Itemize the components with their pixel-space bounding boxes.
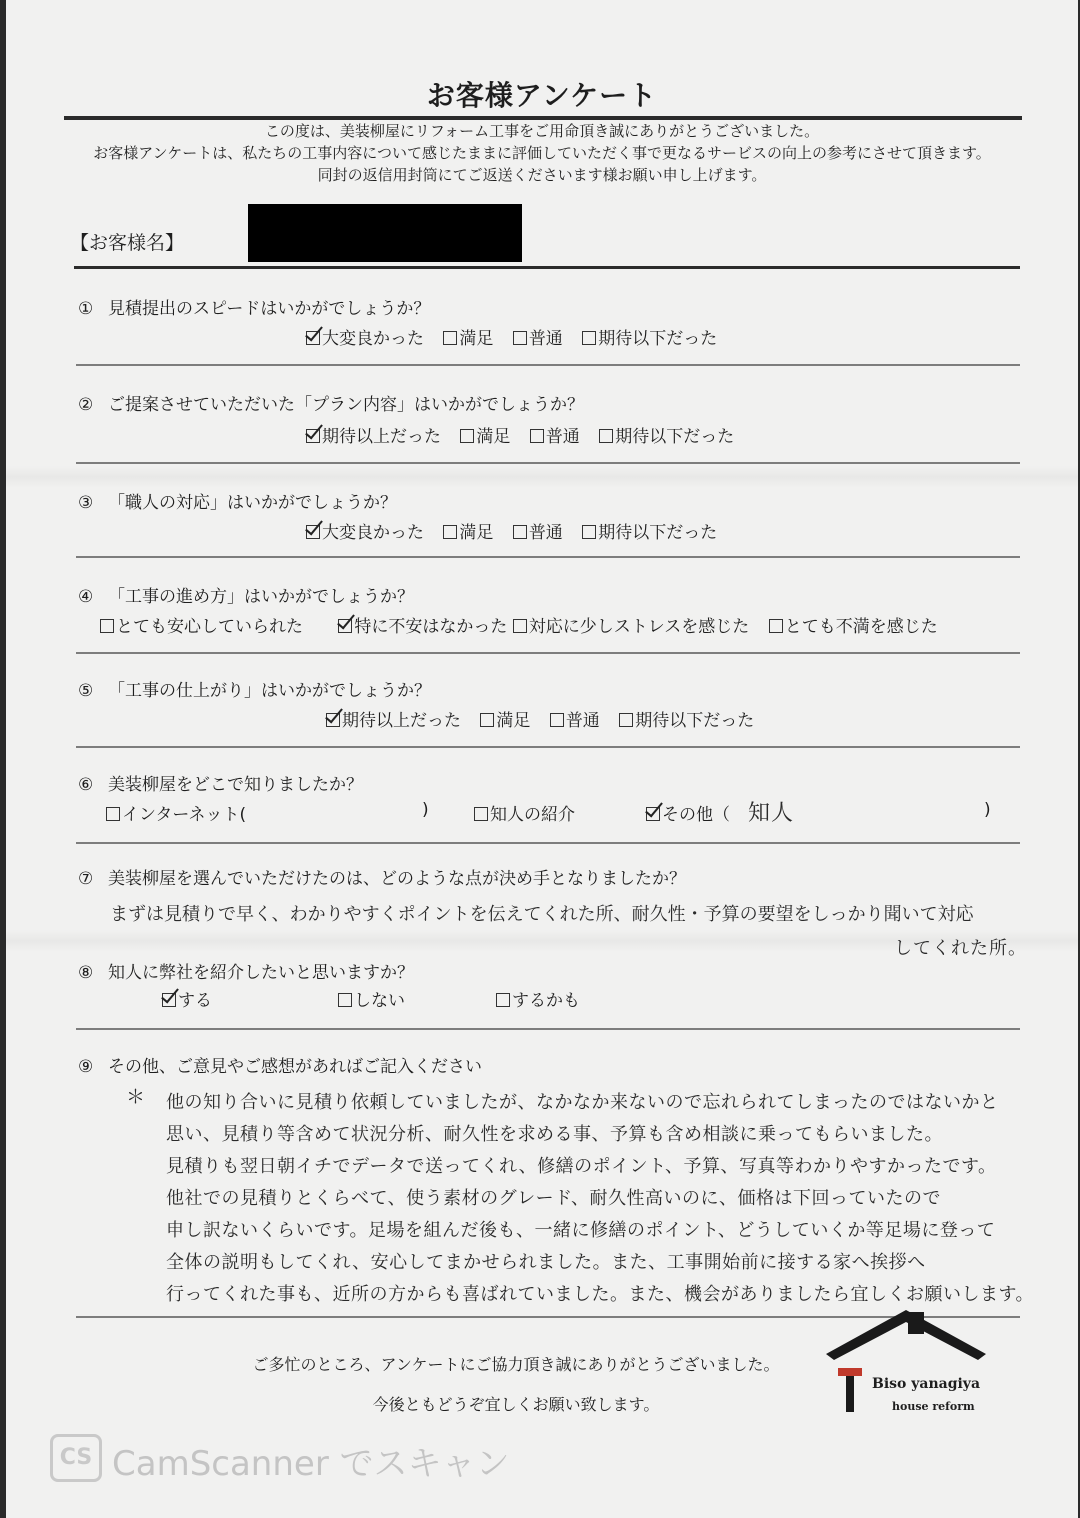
option-checkbox[interactable]: とても安心していられた bbox=[100, 612, 303, 637]
option-checkbox[interactable]: 期待以下だった bbox=[582, 324, 717, 349]
option-checkbox[interactable]: 満足 bbox=[480, 706, 530, 731]
checkbox-icon bbox=[599, 429, 613, 443]
question-8-option-yes[interactable]: する bbox=[162, 986, 226, 1011]
section-divider bbox=[76, 652, 1020, 654]
option-checkbox[interactable]: 期待以下だった bbox=[619, 706, 754, 731]
option-checkbox[interactable]: 普通 bbox=[530, 422, 580, 447]
checkbox-icon bbox=[460, 429, 474, 443]
option-checkbox[interactable]: 普通 bbox=[513, 518, 563, 543]
question-8-option-no[interactable]: しない bbox=[338, 986, 419, 1011]
comment-line: 申し訳ないくらいです。足場を組んだ後も、一緒に修繕のポイント、どうしていくか等足場に登って bbox=[166, 1220, 996, 1241]
comment-line: 全体の説明もしてくれ、安心してまかせられました。また、工事開始前に接する家へ挨拶へ bbox=[166, 1252, 926, 1273]
camscanner-logo-icon: CS bbox=[50, 1434, 102, 1482]
question-6: ⑥ 美装柳屋をどこで知りましたか？ bbox=[78, 775, 363, 795]
option-checkbox[interactable]: 満足 bbox=[443, 518, 493, 543]
checkbox-icon bbox=[338, 993, 352, 1007]
checkbox-icon bbox=[619, 713, 633, 727]
question-7-answer-line-2: してくれた所。 bbox=[894, 938, 1027, 959]
checkbox-icon bbox=[474, 807, 488, 821]
checkbox-checked-icon bbox=[338, 619, 352, 633]
section-divider bbox=[76, 1028, 1020, 1030]
checkbox-icon bbox=[513, 331, 527, 345]
logo-name: Biso yanagiya bbox=[872, 1376, 981, 1392]
option-checkbox[interactable]: 普通 bbox=[550, 706, 600, 731]
question-4: ④ 「工事の進め方」はいかがでしょうか？ bbox=[78, 587, 414, 607]
checkbox-icon bbox=[582, 525, 596, 539]
comment-asterisk: ＊ bbox=[126, 1086, 147, 1108]
checkbox-icon bbox=[100, 619, 114, 633]
option-checkbox[interactable]: 満足 bbox=[460, 422, 510, 447]
checkbox-checked-icon bbox=[306, 331, 320, 345]
option-checkbox[interactable]: 大変良かった bbox=[306, 324, 424, 349]
section-divider bbox=[76, 462, 1020, 464]
section-divider bbox=[76, 746, 1020, 748]
checkbox-icon bbox=[106, 807, 120, 821]
question-9: ⑨ その他、ご意見やご感想があればご記入ください bbox=[78, 1057, 482, 1077]
question-1: ① 見積提出のスピードはいかがでしょうか？ bbox=[78, 299, 431, 319]
question-8: ⑧ 知人に弊社を紹介したいと思いますか？ bbox=[78, 963, 414, 983]
checkbox-checked-icon bbox=[306, 429, 320, 443]
customer-divider bbox=[74, 266, 1020, 269]
intro-text: この度は、美装柳屋にリフォーム工事をご用命頂き誠にありがとうございました。 お客様アンケートは、私たちの工事内容について感じたままに評価していただく事で更なるサービスの向上の参考にさせて頂きます。 同封の返信用封筒にてご返送くださいます様お願い申し上げます。 bbox=[93, 122, 991, 184]
checkbox-checked-icon bbox=[646, 807, 660, 821]
checkbox-icon bbox=[582, 331, 596, 345]
checkbox-icon bbox=[769, 619, 783, 633]
checkbox-icon bbox=[530, 429, 544, 443]
question-5: ⑤ 「工事の仕上がり」はいかがでしょうか？ bbox=[78, 681, 431, 701]
customer-name-redaction bbox=[248, 204, 522, 262]
checkbox-icon bbox=[480, 713, 494, 727]
question-6-option-internet[interactable]: インターネット( bbox=[106, 800, 260, 825]
option-checkbox[interactable]: 普通 bbox=[513, 324, 563, 349]
customer-name-label: 【お客様名】 bbox=[70, 232, 185, 254]
logo-subtitle: house reform bbox=[892, 1400, 975, 1413]
comment-line: 見積りも翌日朝イチでデータで送ってくれ、修繕のポイント、予算、写真等わかりやすかったです。 bbox=[166, 1156, 997, 1177]
question-8-option-maybe[interactable]: するかも bbox=[496, 986, 594, 1011]
internet-paren-close: ) bbox=[422, 800, 429, 820]
option-checkbox[interactable]: 対応に少しストレスを感じた bbox=[513, 612, 750, 637]
question-2-options bbox=[306, 422, 748, 447]
checkbox-icon bbox=[550, 713, 564, 727]
comment-line: 思い、見積り等含めて状況分析、耐久性を求める事、予算も含め相談に乗ってもらいました。 bbox=[166, 1124, 943, 1145]
option-checkbox[interactable]: 期待以上だった bbox=[326, 706, 461, 731]
checkbox-checked-icon bbox=[326, 713, 340, 727]
camscanner-watermark: CamScanner でスキャン bbox=[112, 1444, 510, 1484]
question-6-option-referral[interactable]: 知人の紹介 bbox=[474, 800, 589, 825]
question-6-option-other[interactable]: その他（ bbox=[646, 800, 744, 825]
question-7: ⑦ 美装柳屋を選んでいただけたのは、どのような点が決め手となりましたか？ bbox=[78, 869, 686, 889]
question-1-options bbox=[306, 324, 731, 349]
comment-line: 行ってくれた事も、近所の方からも喜ばれていました。また、機会がありましたら宜しくお願いします。 bbox=[166, 1284, 1035, 1305]
option-checkbox[interactable]: 大変良かった bbox=[306, 518, 424, 543]
question-2: ② ご提案させていただいた「プラン内容」はいかがでしょうか？ bbox=[78, 395, 584, 415]
question-7-answer-line-1: まずは見積りで早く、わかりやすくポイントを伝えてくれた所、耐久性・予算の要望をしっかり聞いて対応 bbox=[110, 904, 974, 925]
survey-sheet bbox=[6, 0, 1078, 1518]
option-checkbox[interactable]: とても不満を感じた bbox=[769, 612, 938, 637]
option-checkbox[interactable]: 期待以上だった bbox=[306, 422, 441, 447]
comment-line: 他の知り合いに見積り依頼していましたが、なかなか来ないので忘れられてしまったのではないかと bbox=[166, 1092, 999, 1113]
option-checkbox[interactable]: 満足 bbox=[443, 324, 493, 349]
question-3: ③ 「職人の対応」はいかがでしょうか？ bbox=[78, 493, 397, 513]
closing-text: 今後ともどうぞ宜しくお願い致します。 bbox=[372, 1395, 660, 1414]
section-divider bbox=[76, 556, 1020, 558]
checkbox-checked-icon bbox=[162, 993, 176, 1007]
other-paren-close: ) bbox=[984, 800, 991, 820]
section-divider bbox=[76, 364, 1020, 366]
option-checkbox[interactable]: 期待以下だった bbox=[599, 422, 734, 447]
comment-line: 他社での見積りとくらべて、使う素材のグレード、耐久性高いのに、価格は下回っていたので bbox=[166, 1188, 942, 1209]
thanks-text: ご多忙のところ、アンケートにご協力頂き誠にありがとうございました。 bbox=[252, 1355, 780, 1374]
checkbox-icon bbox=[496, 993, 510, 1007]
question-3-options bbox=[306, 518, 731, 543]
survey-title: お客様アンケート bbox=[426, 79, 658, 112]
option-checkbox[interactable]: 特に不安はなかった bbox=[338, 612, 507, 637]
paper-fold bbox=[6, 466, 1078, 488]
section-divider bbox=[76, 842, 1020, 844]
checkbox-icon bbox=[443, 525, 457, 539]
checkbox-icon bbox=[443, 331, 457, 345]
question-4-options bbox=[100, 612, 952, 637]
checkbox-icon bbox=[513, 525, 527, 539]
option-checkbox[interactable]: 期待以下だった bbox=[582, 518, 717, 543]
question-5-options bbox=[326, 706, 768, 731]
other-handwritten-answer: 知人 bbox=[748, 801, 795, 826]
checkbox-checked-icon bbox=[306, 525, 320, 539]
checkbox-icon bbox=[513, 619, 527, 633]
